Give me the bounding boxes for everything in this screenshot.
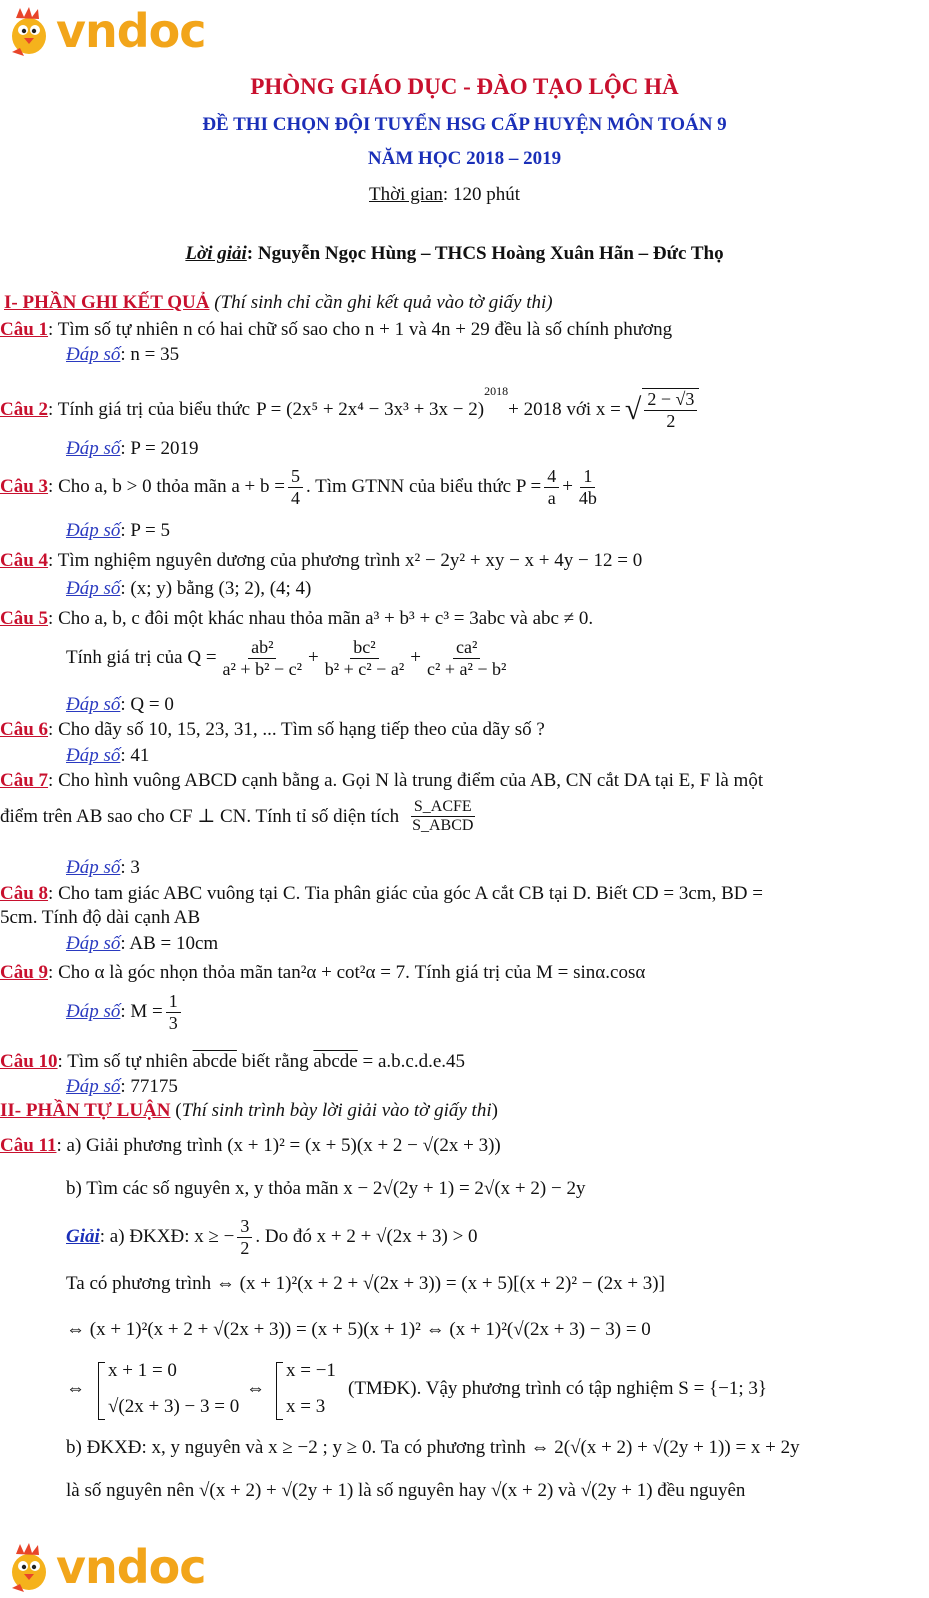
answer-9	[66, 991, 184, 1033]
question-5	[0, 608, 593, 630]
q6-answer: : 41	[120, 745, 150, 766]
solver-value: : Nguyễn Ngọc Hùng – THCS Hoàng Xuân Hãn – Đức Thọ	[246, 243, 724, 264]
answer-label: Đáp số	[66, 438, 121, 459]
question-8	[0, 883, 763, 905]
solution-label: Giải	[66, 1226, 100, 1248]
answer-label: Đáp số	[66, 694, 121, 715]
chicken-mascot-icon	[2, 1540, 56, 1594]
q7-text: : Cho hình vuông ABCD cạnh bằng a. Gọi N là trung điểm của AB, CN cắt DA tại E, F là một	[48, 770, 764, 791]
exam-title: ĐỀ THI CHỌN ĐỘI TUYỂN HSG CẤP HUYỆN MÔN TOÁN 9	[202, 114, 727, 135]
q1-answer: : n = 35	[120, 344, 180, 365]
q5-fraction-1	[220, 637, 305, 679]
answer-7	[66, 857, 140, 879]
q11-sol1-den: 2	[240, 1237, 250, 1258]
system-bracket-2	[276, 1362, 283, 1420]
q11-sol4-c1: x + 1 = 0	[108, 1360, 177, 1381]
q7-text2: điểm trên AB sao cho CF ⊥ CN. Tính tỉ số diện tích	[0, 806, 400, 828]
q11-part-b: b) Tìm các số nguyên x, y thỏa mãn x − 2√(2y + 1) = 2√(x + 2) − 2y	[66, 1178, 586, 1199]
question-7	[0, 770, 763, 792]
q11-sol1-num: 3	[237, 1216, 252, 1238]
q11-sol1-fraction	[237, 1216, 252, 1258]
q1-label: Câu 1	[0, 319, 49, 340]
q5-f1-den: a² + b² − c²	[222, 658, 303, 679]
school-year: NĂM HỌC 2018 – 2019	[367, 148, 562, 169]
vndoc-logo-top	[2, 4, 206, 58]
q5-f1-num: ab²	[248, 637, 276, 659]
q11-label: Câu 11	[0, 1135, 57, 1156]
q9-ans-num: 1	[166, 991, 181, 1013]
question-1	[0, 319, 672, 341]
answer-label: Đáp số	[66, 344, 121, 365]
part1-note: (Thí sinh chỉ cần ghi kết quả vào tờ giấy thi)	[209, 292, 553, 313]
q3-fraction-2	[576, 466, 600, 508]
q9-ans-den: 3	[168, 1012, 178, 1033]
q7-ratio-num: S_ACFE	[411, 798, 475, 817]
part2-paren-open: (	[170, 1100, 182, 1121]
answer-label: Đáp số	[66, 1076, 121, 1097]
q11-sol1: : a) ĐKXĐ: x ≥ −	[99, 1226, 235, 1248]
q3-plus: +	[562, 476, 573, 498]
q2-text: : Tính giá trị của biểu thức	[48, 398, 251, 420]
answer-8	[66, 933, 218, 955]
q10-label: Câu 10	[0, 1051, 58, 1072]
q7-ratio-den: S_ABCD	[412, 817, 474, 835]
q3-sum-num: 5	[288, 466, 303, 488]
q1-text: : Tìm số tự nhiên n có hai chữ số sao cho n + 1 và 4n + 29 đều là số chính phương	[48, 319, 673, 340]
q11-solution-line3: ⇔ (x + 1)²(x + 2 + √(2x + 3)) = (x + 5)(x + 1)² ⇔ (x + 1)²(√(2x + 3) − 3) = 0	[66, 1319, 651, 1340]
answer-3	[66, 520, 170, 542]
logo-text: vndoc	[56, 1540, 206, 1594]
q5-f2-den: b² + c² − a²	[324, 658, 405, 679]
exam-time	[0, 184, 889, 206]
q11-sol4-c2: √(2x + 3) − 3 = 0	[108, 1396, 240, 1417]
q7-answer: : 3	[120, 857, 140, 878]
q4-answer: : (x; y) bằng (3; 2), (4; 4)	[120, 578, 312, 599]
q7-ratio	[409, 798, 476, 836]
answer-2	[66, 438, 198, 460]
q3-f1-num: 4	[544, 466, 559, 488]
q8-label: Câu 8	[0, 883, 49, 904]
q2-exponent: 2018	[484, 384, 509, 398]
q3-f2-num: 1	[580, 466, 595, 488]
solver-label: Lời giải	[185, 243, 247, 264]
q4-text: : Tìm nghiệm nguyên dương của phương trình x² − 2y² + xy − x + 4y − 12 = 0	[48, 550, 643, 571]
q11-solution-line1	[66, 1216, 478, 1258]
chicken-mascot-icon	[2, 4, 56, 58]
part1-heading	[4, 292, 553, 314]
q5-answer: : Q = 0	[120, 694, 174, 715]
q5-f3-den: c² + a² − b²	[426, 658, 507, 679]
answer-label: Đáp số	[66, 933, 121, 954]
q3-answer: : P = 5	[120, 520, 170, 541]
q3-sum-fraction	[288, 466, 303, 508]
q3-label: Câu 3	[0, 476, 49, 498]
answer-10	[66, 1076, 178, 1098]
q11-solution-line5: b) ĐKXĐ: x, y nguyên và x ≥ −2 ; y ≥ 0. Ta có phương trình ⇔ 2(√(x + 2) + √(2y + 1)) = x + 2y	[66, 1437, 800, 1458]
q3-text2: . Tìm GTNN của biểu thức P =	[305, 476, 542, 498]
q8-line2: 5cm. Tính độ dài cạnh AB	[0, 907, 201, 928]
answer-1	[66, 344, 179, 366]
q3-f1-den: a	[547, 487, 556, 508]
q11-sol4-c4: x = 3	[286, 1396, 326, 1417]
q6-text: : Cho dãy số 10, 15, 23, 31, ... Tìm số hạng tiếp theo của dãy số ?	[48, 719, 545, 740]
question-2	[0, 384, 702, 431]
sqrt-icon: √	[624, 392, 642, 426]
system-bracket-1	[98, 1362, 105, 1420]
q3-sum-den: 4	[290, 487, 300, 508]
answer-5	[66, 694, 174, 716]
q10-text2: biết rằng	[236, 1051, 314, 1072]
q2-label: Câu 2	[0, 398, 49, 420]
q2-answer: : P = 2019	[120, 438, 199, 459]
q3-text: : Cho a, b > 0 thỏa mãn a + b =	[48, 476, 285, 498]
office-title: PHÒNG GIÁO DỤC - ĐÀO TẠO LỘC HÀ	[250, 74, 679, 99]
q7-line2	[0, 798, 479, 836]
answer-label: Đáp số	[66, 520, 121, 541]
q7-label: Câu 7	[0, 770, 49, 791]
vndoc-logo-bottom	[2, 1540, 206, 1594]
q10-number-2: abcde	[313, 1051, 358, 1072]
q11-sol4-arrow2: ⇔	[246, 1378, 265, 1399]
q10-text3: = a.b.c.d.e.45	[357, 1051, 465, 1072]
logo-text: vndoc	[56, 4, 206, 58]
question-10	[0, 1051, 465, 1073]
q11-sol1b: . Do đó x + 2 + √(2x + 3) > 0	[255, 1226, 478, 1248]
question-11	[0, 1135, 501, 1157]
q2-x-num: 2 − √3	[644, 389, 697, 411]
answer-label: Đáp số	[66, 857, 121, 878]
part2-paren-close: )	[491, 1100, 498, 1121]
q5-fraction-3	[424, 637, 509, 679]
time-value: : 120 phút	[442, 184, 520, 205]
q9-answer-fraction	[166, 991, 181, 1033]
q5-text: : Cho a, b, c đôi một khác nhau thỏa mãn a³ + b³ + c³ = 3abc và abc ≠ 0.	[48, 608, 594, 629]
q5-label: Câu 5	[0, 608, 49, 629]
q2-expression: P = (2x⁵ + 2x⁴ − 3x³ + 3x − 2)	[256, 398, 485, 420]
answer-6	[66, 745, 149, 767]
q3-fraction-1	[544, 466, 559, 508]
q10-answer: : 77175	[120, 1076, 178, 1097]
q8-text: : Cho tam giác ABC vuông tại C. Tia phân giác của góc A cắt CB tại D. Biết CD = 3cm, BD =	[48, 883, 763, 904]
q11-sol4-c3: x = −1	[286, 1360, 336, 1381]
q5-fraction-2	[322, 637, 407, 679]
q10-text: : Tìm số tự nhiên	[57, 1051, 188, 1072]
answer-label: Đáp số	[66, 578, 121, 599]
q8-answer: : AB = 10cm	[120, 933, 219, 954]
q9-label: Câu 9	[0, 962, 49, 983]
q2-expression-tail: + 2018 với x =	[508, 398, 621, 420]
q11-solution-line2: Ta có phương trình ⇔ (x + 1)²(x + 2 + √(2x + 3)) = (x + 5)[(x + 2)² − (2x + 3)]	[66, 1273, 665, 1294]
q5-f3-num: ca²	[453, 637, 480, 659]
time-label: Thời gian	[369, 184, 443, 205]
part2-note: Thí sinh trình bày lời giải vào tờ giấy thi	[181, 1100, 492, 1121]
question-9	[0, 962, 645, 984]
q3-f2-den: 4b	[578, 487, 597, 508]
q5-expression: Tính giá trị của Q = $\frac{\text{ab²}}{\text{a² + b² − c²}}$ + $\frac{\text{bc²}}{\text{b² + c² − a²}}$ + $\frac{\text{ca²}}{\text{c² + a² − b²}}$	[66, 637, 512, 679]
q11-solution-line6: là số nguyên nên √(x + 2) + √(2y + 1) là số nguyên hay √(x + 2) và √(2y + 1) đều nguyên	[66, 1480, 746, 1501]
q11-sol4-tail: (TMĐK). Vậy phương trình có tập nghiệm S = {−1; 3}	[348, 1378, 768, 1399]
part2-title: II- PHẦN TỰ LUẬN	[0, 1100, 171, 1121]
answer-label: Đáp số	[66, 745, 121, 766]
question-3	[0, 466, 603, 508]
q9-answer: : M =	[120, 1001, 163, 1023]
q6-label: Câu 6	[0, 719, 49, 740]
part1-title: I- PHẦN GHI KẾT QUẢ	[4, 292, 210, 313]
part2-heading	[0, 1100, 498, 1122]
q10-number: abcde	[192, 1051, 237, 1072]
q2-x-den: 2	[666, 410, 676, 431]
answer-4	[66, 578, 311, 600]
q9-text: : Cho α là góc nhọn thỏa mãn tan²α + cot²α = 7. Tính giá trị của M = sinα.cosα	[48, 962, 646, 983]
answer-label: Đáp số	[66, 1001, 121, 1023]
q11-part-a: : a) Giải phương trình (x + 1)² = (x + 5)(x + 2 − √(2x + 3))	[56, 1135, 501, 1156]
question-6	[0, 719, 545, 741]
q5-f2-num: bc²	[350, 637, 378, 659]
question-4	[0, 550, 642, 572]
q4-label: Câu 4	[0, 550, 49, 571]
q11-sol4-arrow: ⇔	[66, 1378, 85, 1399]
solver-line	[0, 243, 909, 265]
q2-x-fraction	[642, 388, 699, 431]
q5-text2: Tính giá trị của Q =	[66, 647, 217, 669]
